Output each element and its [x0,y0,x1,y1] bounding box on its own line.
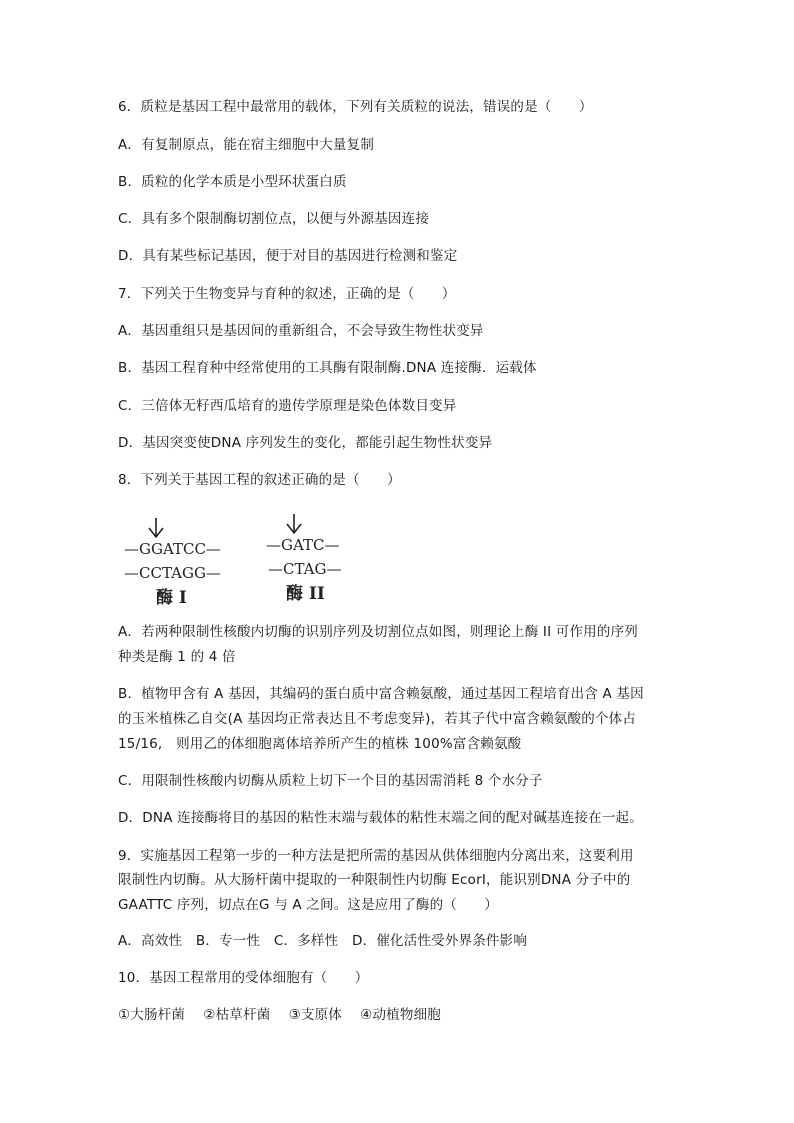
q8-option-d: D．DNA 连接酶将目的基因的粘性末端与载体的粘性末端之间的配对碱基连接在一起。 [118,810,643,826]
enzyme2-bottom-strand: —CTAG— [268,560,342,578]
enzyme1-label: 酶 I [156,588,187,608]
q8-option-a-line1: A．若两种限制性核酸内切酶的识别序列及切割位点如图，则理论上酶 II 可作用的序列 [118,624,638,640]
q7-option-a: A．基因重组只是基因间的重新组合，不会导致生物性状变异 [118,323,484,339]
q7-option-c: C．三倍体无籽西瓜培育的遗传学原理是染色体数目变异 [118,398,457,414]
enzyme2-top-strand: —GATC— [266,536,340,554]
q6-option-a: A．有复制原点，能在宿主细胞中大量复制 [118,137,375,153]
q6-option-d: D．具有某些标记基因，便于对目的基因进行检测和鉴定 [118,248,458,264]
q8-option-b-line3: 15/16, 则用乙的体细胞离体培养所产生的植株 100%富含赖氨酸 [118,736,522,752]
q7-option-d: D．基因突变使DNA 序列发生的变化，都能引起生物性状变异 [118,435,493,451]
enzyme1-cut-arrow-icon [149,518,163,537]
q8-stem: 8．下列关于基因工程的叙述正确的是（ ） [118,472,401,488]
q8-option-c: C．用限制性核酸内切酶从质粒上切下一个目的基因需消耗 8 个水分子 [118,773,543,789]
q6-stem: 6．质粒是基因工程中最常用的载体，下列有关质粒的说法，错误的是（ ） [118,99,593,115]
restriction-enzyme-figure [118,512,358,612]
q8-option-a-line2: 种类是酶 1 的 4 倍 [118,649,236,665]
q6-option-b: B．质粒的化学本质是小型环状蛋白质 [118,174,347,190]
q9-stem-line2: 限制性内切酶。从大肠杆菌中提取的一种限制性内切酶 EcorI，能识别DNA 分子中的 [118,872,631,888]
enzyme2-label: 酶 II [286,584,325,604]
enzyme2-cut-arrow-icon [287,514,301,533]
q9-stem-line3: GAATTC 序列，切点在G 与 A 之间。这是应用了酶的（ ） [118,897,499,913]
q9-stem-line1: 9．实施基因工程第一步的一种方法是把所需的基因从供体细胞内分离出来，这要利用 [118,848,634,864]
q10-stem: 10．基因工程常用的受体细胞有（ ） [118,970,369,986]
q7-option-b: B．基因工程育种中经常使用的工具酶有限制酶.DNA 连接酶．运载体 [118,360,537,376]
q8-option-b-line2: 的玉米植株乙自交(A 基因均正常表达且不考虑变异)，若其子代中富含赖氨酸的个体占 [118,711,637,727]
enzyme1-top-strand: —GGATCC— [124,540,221,558]
q7-stem: 7．下列关于生物变异与育种的叙述，正确的是（ ） [118,286,456,302]
q10-options: ①大肠杆菌 ②枯草杆菌 ③支原体 ④动植物细胞 [118,1007,441,1023]
q9-options: A．高效性 B．专一性 C．多样性 D．催化活性受外界条件影响 [118,933,528,949]
enzyme1-bottom-strand: —CCTAGG— [124,564,221,582]
q8-option-b-line1: B．植物甲含有 A 基因，其编码的蛋白质中富含赖氨酸，通过基因工程培育出含 A 基因 [118,686,644,702]
q6-option-c: C．具有多个限制酶切割位点，以便与外源基因连接 [118,211,430,227]
